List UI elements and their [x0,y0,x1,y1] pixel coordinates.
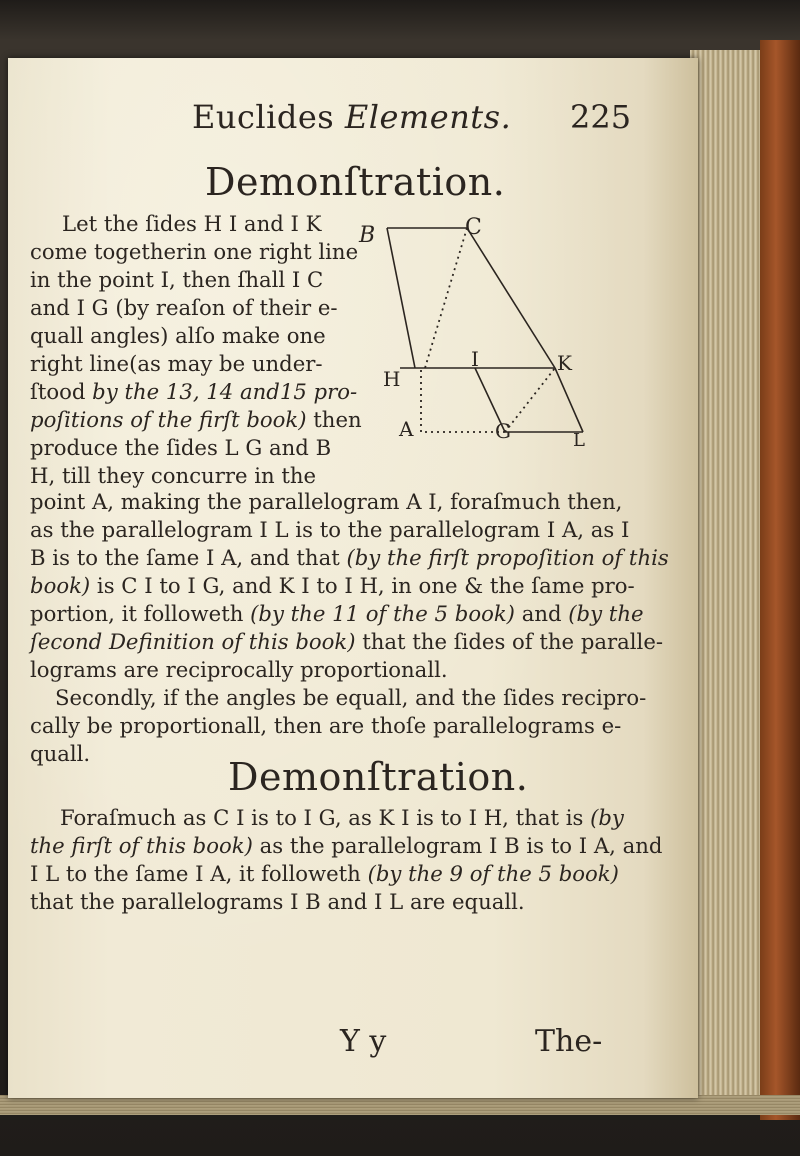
line-text: as the parallelogram I B is to I A, and [252,833,663,858]
line-text: portion, it followeth [30,601,251,626]
line-text: produce the ſides L G and B [30,435,332,460]
dotted-g-k [505,368,555,432]
text-line [30,740,90,767]
citation-text: (by [590,805,624,830]
text-line [30,656,448,683]
label-k: K [557,351,572,375]
text-line [30,888,525,915]
line-text: come togetherin one right line [30,239,359,264]
line-text: as the parallelogram I L is to the parallelogram I A, as I [30,517,630,542]
label-a: A [399,417,414,441]
line-b-h [387,228,415,368]
label-g: G [495,419,511,443]
line-text: is C I to I G, and K I to I H, in one & the ſame pro- [90,573,635,598]
dotted-c-i [425,228,467,368]
citation-text: by the 13, 14 and15 pro- [92,379,358,404]
running-head: Euclides Elements. [192,98,512,136]
line-text: cally be proportionall, then are thoſe parallelograms e- [30,713,622,738]
text-line [30,516,629,543]
catchword: The- [535,1024,603,1059]
citation-text: ſecond Definition of this book) [30,629,356,654]
line-text: quall. [30,741,91,766]
text-line [30,600,644,627]
text-line [30,322,326,349]
line-text: and I G (by reaſon of their e- [30,295,338,320]
citation-text: poſitions of the firſt book) [30,407,307,432]
line-text: right line(as may be under- [30,351,323,376]
citation-text: (by the 9 of the 5 book) [367,861,619,886]
text-line [30,488,622,515]
line-text: quall angles) alſo make one [30,323,326,348]
line-text: B is to the ſame I A, and that [30,545,347,570]
line-text: and [514,601,569,626]
label-l: L [573,430,585,451]
signature-mark: Y y [340,1024,387,1059]
page-bottom-edge [0,1095,800,1115]
text-line [60,804,624,831]
text-line [30,544,669,571]
citation-text: the firſt of this book) [30,833,253,858]
label-c: C [465,215,482,240]
line-text: I L to the ſame I A, it followeth [30,861,368,886]
text-line [30,406,362,433]
line-k-l [555,368,583,432]
line-text: lograms are reciprocally proportionall. [30,657,448,682]
text-line [30,294,338,321]
text-line [30,572,635,599]
line-text: ſtood [30,379,93,404]
line-text: in the point I, then ſhall I C [30,267,324,292]
citation-text: (by the [568,601,644,626]
section-title: Demonſtration. [228,755,529,799]
text-line [30,350,323,377]
text-line [62,210,321,237]
text-line [30,378,357,405]
citation-text: (by the firſt propoſition of this [346,545,669,570]
line-text: that the ſides of the paralle- [355,629,664,654]
line-text: that the parallelograms I B and I L are equall. [30,889,525,914]
line-text: Let the ſides H I and I K [62,211,322,236]
text-line [30,860,619,887]
label-h: H [383,367,401,391]
line-text: H, till they concurre in the [30,463,317,488]
text-line [30,434,331,461]
book-cover [760,40,800,1120]
citation-text: (by the 11 of the 5 book) [250,601,515,626]
label-b: B [359,223,376,248]
text-line [55,684,646,711]
line-text: Foraſmuch as C I is to I G, as K I is to I H, that is [60,805,591,830]
line-c-k [467,228,555,368]
line-text: point A, making the parallelogram A I, foraſmuch then, [30,489,623,514]
line-text: then [306,407,362,432]
section-title: Demonſtration. [205,160,506,204]
text-line [30,238,358,265]
text-line [30,266,323,293]
text-line [30,628,663,655]
line-text: Secondly, if the angles be equall, and the ſides recipro- [55,685,647,710]
text-line [30,712,621,739]
citation-text: book) [30,573,91,598]
label-i: I [471,347,479,371]
geometric-figure [355,210,585,451]
text-line [30,462,316,489]
text-line [30,832,663,859]
page-number: 225 [570,98,632,136]
